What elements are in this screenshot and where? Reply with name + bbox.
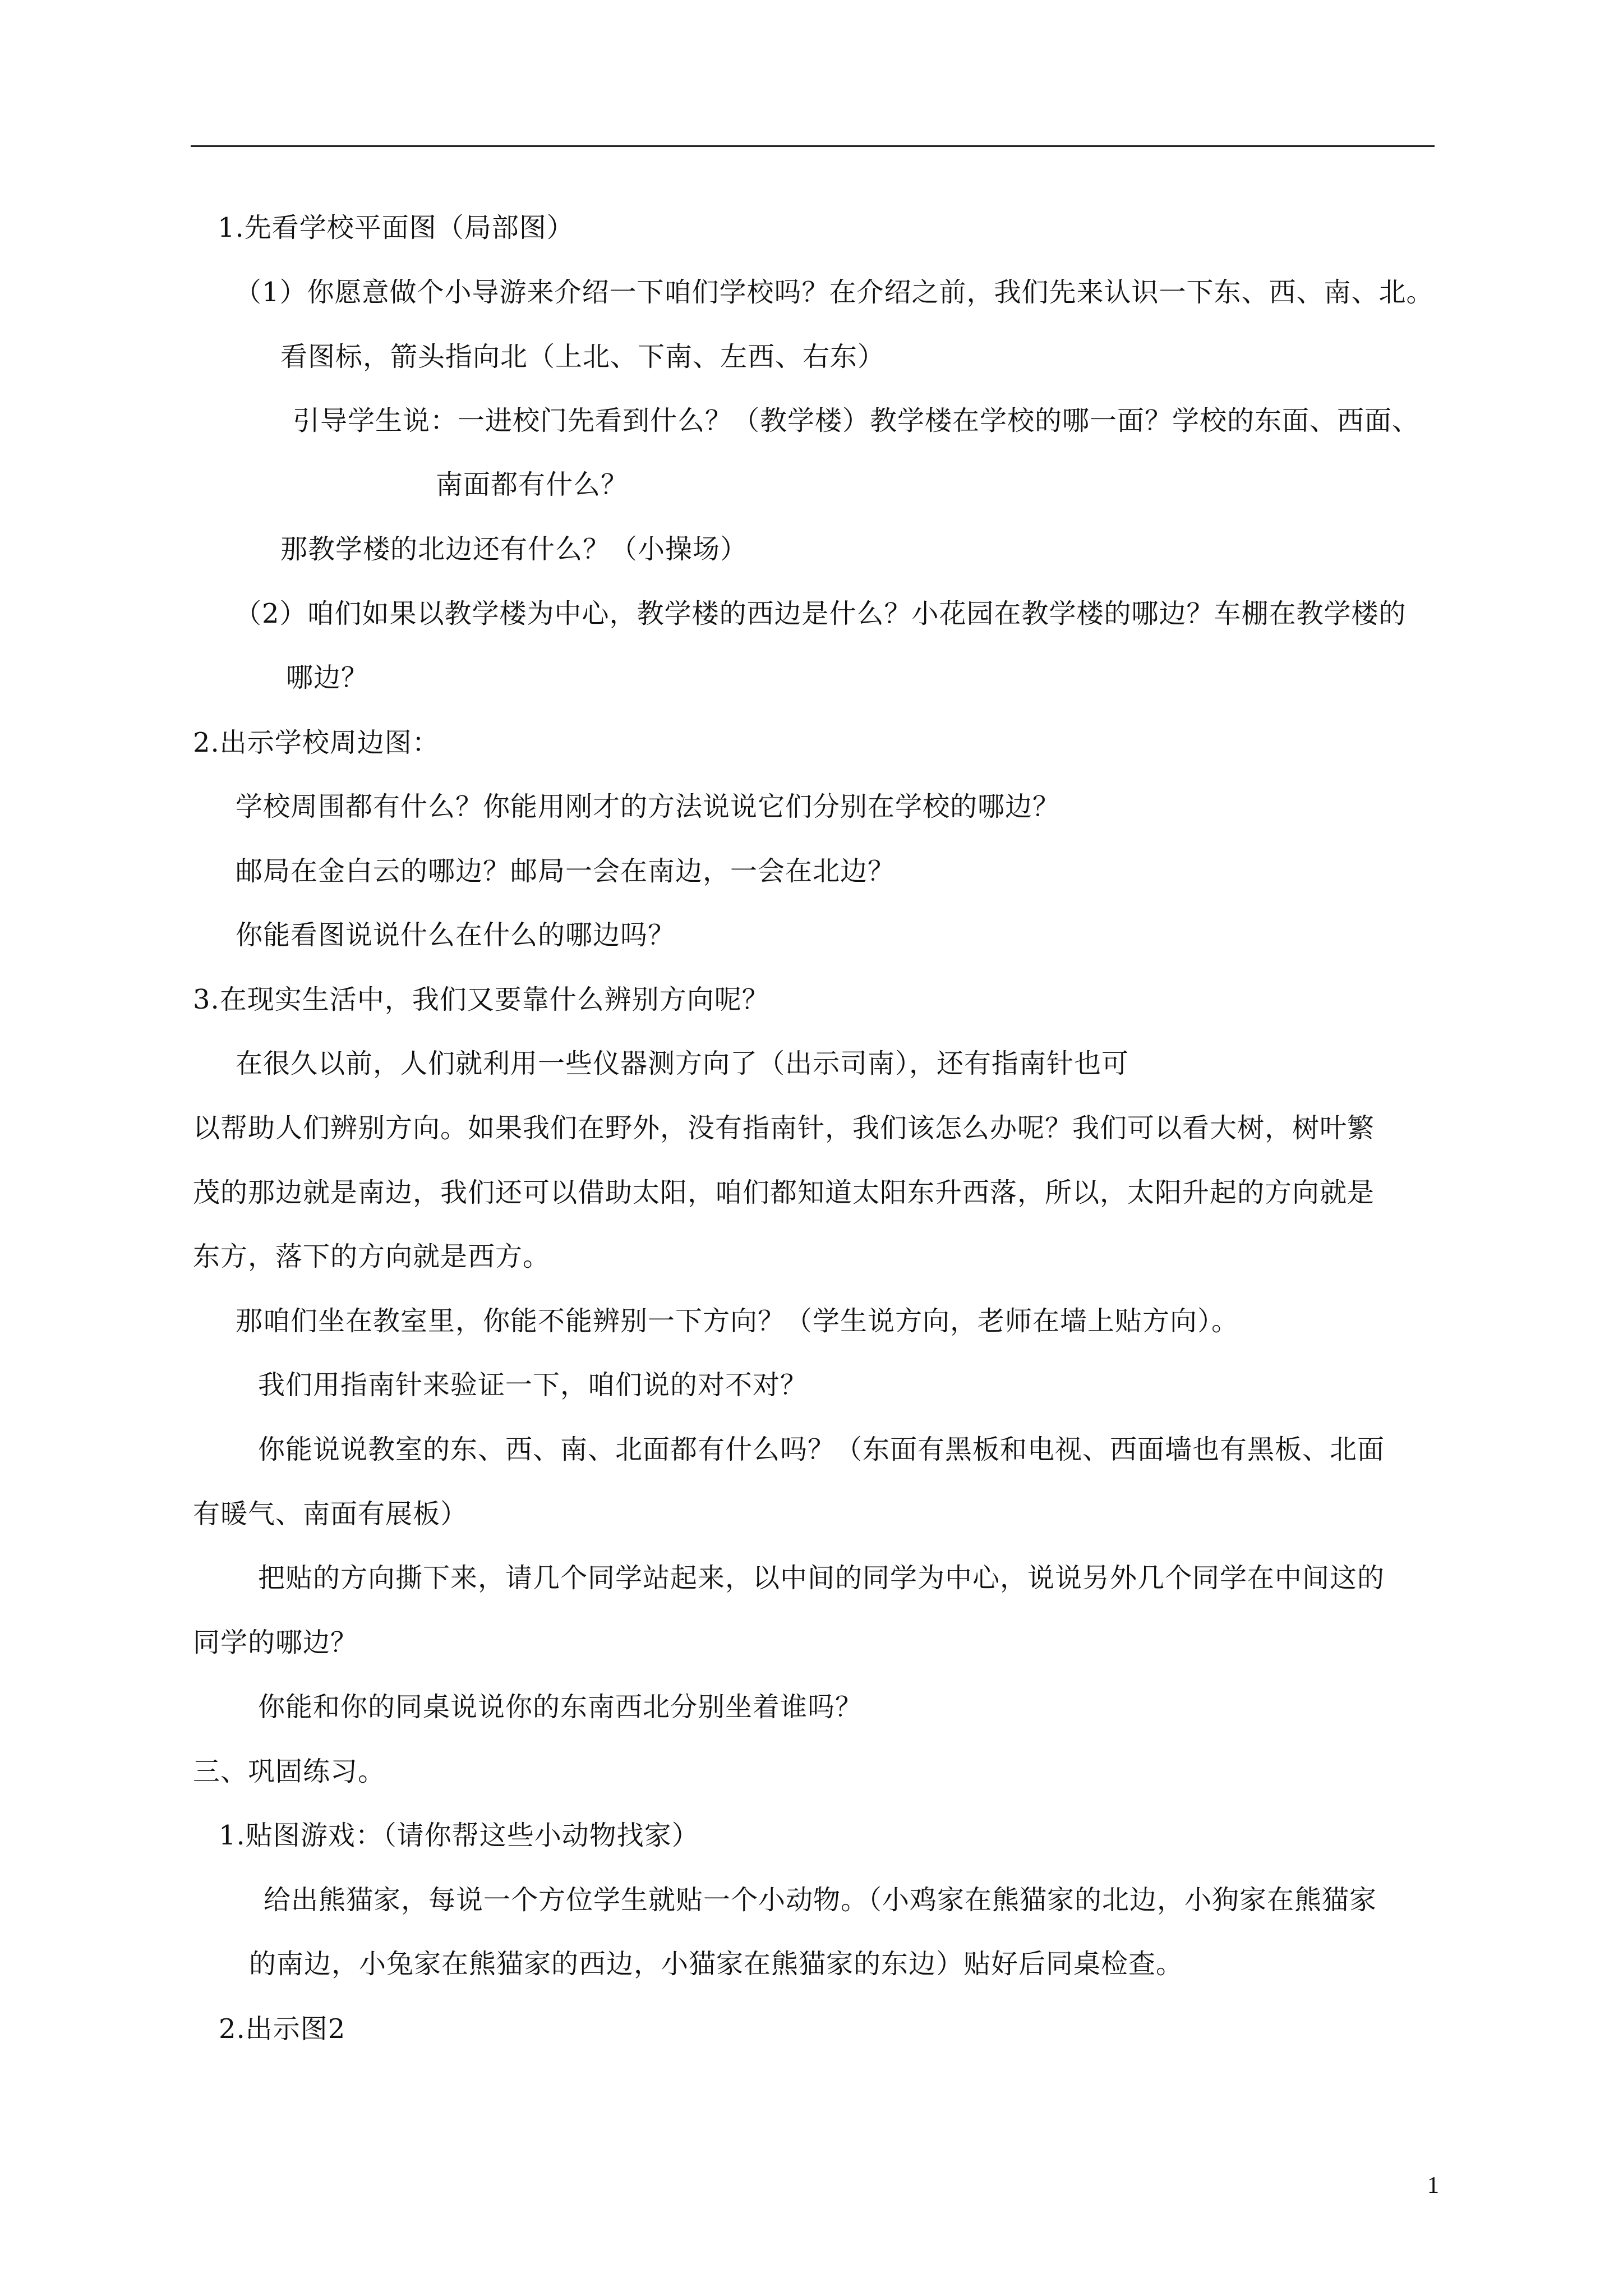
paragraph-line: （2）咱们如果以教学楼为中心，教学楼的西边是什么？小花园在教学楼的哪边？车棚在教学楼的 [234,598,1407,629]
paragraph-line: 哪边？ [286,662,369,693]
section-heading-1: 1.先看学校平面图（局部图） [218,212,574,243]
paragraph-line: 的南边，小兔家在熊猫家的西边，小猫家在熊猫家的东边）贴好后同桌检查。 [249,1948,1184,1980]
header-rule [191,145,1435,147]
paragraph-line: （1）你愿意做个小导游来介绍一下咱们学校吗？在介绍之前，我们先来认识一下东、西、南、北。 [234,277,1434,308]
paragraph-line: 你能和你的同桌说说你的东南西北分别坐着谁吗？ [258,1691,863,1723]
paragraph-line: 邮局在金白云的哪边？邮局一会在南边，一会在北边？ [236,855,896,887]
paragraph-line: 有暖气、南面有展板） [193,1498,468,1530]
paragraph-line: 茂的那边就是南边，我们还可以借助太阳，咱们都知道太阳东升西落，所以，太阳升起的方向就是 [193,1177,1375,1208]
section-heading-2: 2.出示学校周边图： [193,727,440,758]
paragraph-line: 南面都有什么？ [436,469,629,500]
paragraph-line: 学校周围都有什么？你能用刚才的方法说说它们分别在学校的哪边？ [236,791,1061,822]
paragraph-line: 在很久以前，人们就利用一些仪器测方向了（出示司南），还有指南针也可 [236,1048,1129,1079]
paragraph-line: 你能看图说说什么在什么的哪边吗？ [236,919,676,951]
paragraph-line: 那咱们坐在教室里，你能不能辨别一下方向？（学生说方向，老师在墙上贴方向）。 [236,1305,1239,1337]
paragraph-line: 同学的哪边？ [193,1627,358,1658]
paragraph-line: 你能说说教室的东、西、南、北面都有什么吗？（东面有黑板和电视、西面墙也有黑板、北面 [258,1434,1385,1465]
exercise-heading-1: 1.贴图游戏：（请你帮这些小动物找家） [219,1820,699,1851]
paragraph-line: 东方，落下的方向就是西方。 [193,1241,551,1272]
paragraph-line: 那教学楼的北边还有什么？（小操场） [280,533,748,565]
exercise-heading-2: 2.出示图2 [219,2013,346,2045]
section-heading-consolidation: 三、巩固练习。 [193,1756,386,1787]
paragraph-line: 把贴的方向撕下来，请几个同学站起来，以中间的同学为中心，说说另外几个同学在中间这的 [258,1562,1385,1594]
paragraph-line: 给出熊猫家，每说一个方位学生就贴一个小动物。（小鸡家在熊猫家的北边，小狗家在熊猫家 [264,1884,1377,1916]
paragraph-line: 我们用指南针来验证一下，咱们说的对不对？ [258,1369,808,1401]
page-number: 1 [1427,2173,1439,2198]
section-heading-3: 3.在现实生活中，我们又要靠什么辨别方向呢？ [193,984,769,1015]
paragraph-line: 以帮助人们辨别方向。如果我们在野外，没有指南针，我们该怎么办呢？我们可以看大树，树叶繁 [193,1112,1375,1144]
paragraph-line: 看图标，箭头指向北（上北、下南、左西、右东） [280,341,886,372]
paragraph-line: 引导学生说：一进校门先看到什么？（教学楼）教学楼在学校的哪一面？学校的东面、西面、 [293,405,1420,436]
